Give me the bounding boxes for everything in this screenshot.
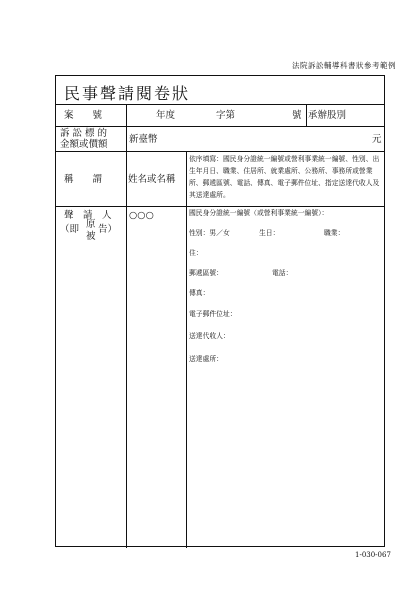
id-number-field: 國民身分證統一編號（或營利事業統一編號）： xyxy=(189,209,329,217)
currency-label: 新臺幣 xyxy=(129,134,158,145)
name-column-divider xyxy=(186,151,187,548)
amount-label-line2: 金額或價額 xyxy=(60,139,108,150)
currency-unit: 元 xyxy=(372,134,382,145)
form-title: 民事聲請閱卷狀 xyxy=(64,84,191,103)
role-sub-left: （即 xyxy=(60,224,80,235)
birthday-field: 生日： xyxy=(259,229,280,237)
case-number-suffix: 號 xyxy=(292,110,302,121)
phone-field: 電話： xyxy=(272,269,293,277)
occupation-field: 職業： xyxy=(324,229,345,237)
instructions-text: 依序填寫：國民身分證統一編號或營利事業統一編號、性別、出生年月日、職業、住居所、就業處所、公務所、事務所或營業所、郵遞區號、電話、傳真、電子郵件位址、指定送達代收人及其送達處所。 xyxy=(189,155,380,199)
fax-field: 傳真： xyxy=(189,289,210,297)
applicant-role: 聲 請 人 xyxy=(64,210,112,221)
division-label: 承辦股別 xyxy=(308,110,347,121)
appellation-label: 稱 謂 xyxy=(64,174,103,185)
case-year-label: 年度 xyxy=(156,110,176,121)
petition-form xyxy=(55,75,385,547)
email-field: 電子郵件位址： xyxy=(189,310,237,318)
form-code: 1-030-067 xyxy=(355,551,391,559)
row-divider-2 xyxy=(56,151,384,152)
residence-field: 住： xyxy=(189,249,203,257)
row-divider-3 xyxy=(56,206,384,207)
title-divider xyxy=(56,104,384,105)
service-address-field: 送達處所： xyxy=(189,355,223,363)
role-sub-defendant: 被 xyxy=(86,231,96,242)
postal-code-field: 郵遞區號： xyxy=(189,269,223,277)
case-number-label: 案 號 xyxy=(64,110,103,121)
role-sub-right: 告） xyxy=(98,224,118,235)
case-word-label: 字第 xyxy=(216,110,236,121)
row-divider-1 xyxy=(56,126,384,127)
series-header: 法院訴訟輔導科書狀參考範例 xyxy=(292,61,396,70)
service-agent-field: 送達代收人： xyxy=(189,332,230,340)
role-sub-plaintiff: 原 xyxy=(86,219,96,230)
division-column-divider xyxy=(306,104,307,126)
gender-field: 性別：男／女 xyxy=(189,229,230,237)
name-label: 姓名或名稱 xyxy=(128,174,176,185)
label-column-divider xyxy=(126,104,127,548)
applicant-name: ○○○ xyxy=(129,210,154,221)
amount-label-line1: 訴 訟 標 的 xyxy=(60,128,108,139)
